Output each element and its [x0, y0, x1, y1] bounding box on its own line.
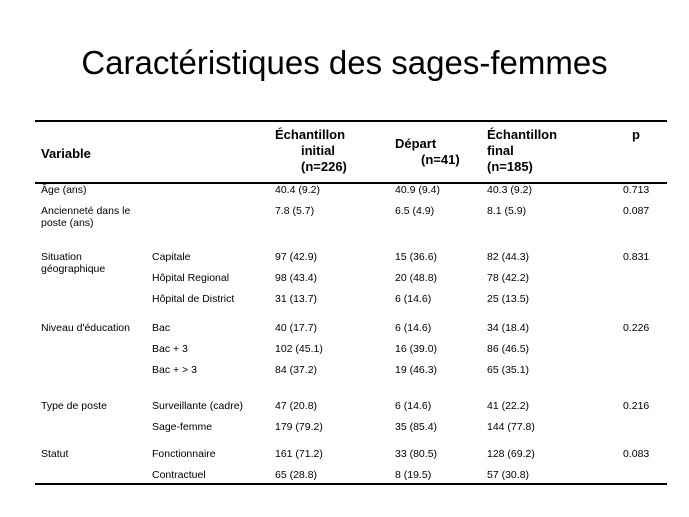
cell-final-value: 57 (30.8) [487, 469, 530, 481]
cell-depart-value: 6 (14.6) [395, 322, 432, 334]
cell-subcategory: Hôpital Regional [152, 272, 230, 284]
cell-initial-value: 31 (13.7) [275, 293, 318, 305]
cell-final-value: 8.1 (5.9) [487, 205, 527, 217]
cell-depart-value: 6 (14.6) [395, 293, 432, 305]
cell-subcategory: Hôpital de District [152, 293, 235, 305]
cell-initial-value: 98 (43.4) [275, 272, 318, 284]
cell-final-value: 144 (77.8) [487, 421, 535, 433]
header-final-line3: (n=185) [487, 159, 533, 174]
cell-final-value: 34 (18.4) [487, 322, 530, 334]
cell-p-value: 0.083 [623, 448, 650, 460]
cell-p-value: 0.831 [623, 251, 650, 263]
cell-subcategory: Surveillante (cadre) [152, 400, 244, 412]
cell-variable: Situation géographique [41, 251, 106, 275]
cell-final-value: 82 (44.3) [487, 251, 530, 263]
slide-title: Caractéristiques des sages-femmes [81, 44, 608, 81]
cell-p-value: 0.216 [623, 400, 650, 412]
cell-variable: Niveau d'éducation [41, 322, 130, 334]
cell-depart-value: 6.5 (4.9) [395, 205, 435, 217]
header-p: p [632, 127, 640, 142]
cell-variable: Ancienneté dans le poste (ans) [41, 205, 131, 229]
cell-final-value: 128 (69.2) [487, 448, 535, 460]
cell-depart-value: 20 (48.8) [395, 272, 438, 284]
cell-subcategory: Fonctionnaire [152, 448, 216, 460]
cell-p-value: 0.087 [623, 205, 650, 217]
header-initial-line2: initial [301, 143, 335, 158]
cell-depart-value: 19 (46.3) [395, 364, 438, 376]
header-depart-line1: Départ [395, 136, 437, 151]
cell-depart-value: 16 (39.0) [395, 343, 438, 355]
header-initial-line3: (n=226) [301, 159, 347, 174]
cell-variable: Âge (ans) [41, 184, 87, 196]
cell-depart-value: 40.9 (9.4) [395, 184, 440, 196]
cell-initial-value: 179 (79.2) [275, 421, 323, 433]
cell-final-value: 40.3 (9.2) [487, 184, 532, 196]
cell-subcategory: Contractuel [152, 469, 206, 481]
cell-initial-value: 102 (45.1) [275, 343, 323, 355]
cell-initial-value: 97 (42.9) [275, 251, 318, 263]
cell-final-value: 78 (42.2) [487, 272, 530, 284]
cell-initial-value: 65 (28.8) [275, 469, 318, 481]
cell-p-value: 0.226 [623, 322, 650, 334]
cell-initial-value: 161 (71.2) [275, 448, 323, 460]
cell-depart-value: 8 (19.5) [395, 469, 432, 481]
header-depart-line2: (n=41) [421, 152, 460, 167]
cell-initial-value: 40 (17.7) [275, 322, 318, 334]
cell-subcategory: Capitale [152, 251, 191, 263]
cell-initial-value: 40.4 (9.2) [275, 184, 320, 196]
cell-depart-value: 33 (80.5) [395, 448, 438, 460]
header-initial-line1: Échantillon [275, 127, 346, 142]
cell-final-value: 86 (46.5) [487, 343, 530, 355]
cell-variable: Type de poste [41, 400, 107, 412]
cell-final-value: 65 (35.1) [487, 364, 530, 376]
table-bottom-rule [35, 483, 667, 485]
cell-subcategory: Sage-femme [152, 421, 213, 433]
cell-depart-value: 35 (85.4) [395, 421, 438, 433]
cell-initial-value: 47 (20.8) [275, 400, 318, 412]
cell-subcategory: Bac [152, 322, 171, 334]
cell-initial-value: 7.8 (5.7) [275, 205, 315, 217]
cell-subcategory: Bac + > 3 [152, 364, 197, 376]
cell-final-value: 25 (13.5) [487, 293, 530, 305]
header-variable: Variable [41, 146, 91, 161]
cell-initial-value: 84 (37.2) [275, 364, 318, 376]
cell-depart-value: 15 (36.6) [395, 251, 438, 263]
cell-p-value: 0.713 [623, 184, 650, 196]
header-final-line2: final [487, 143, 514, 158]
header-final-line1: Échantillon [487, 127, 558, 142]
cell-final-value: 41 (22.2) [487, 400, 530, 412]
cell-subcategory: Bac + 3 [152, 343, 188, 355]
table-top-rule [35, 120, 667, 122]
cell-variable: Statut [41, 448, 69, 460]
cell-depart-value: 6 (14.6) [395, 400, 432, 412]
